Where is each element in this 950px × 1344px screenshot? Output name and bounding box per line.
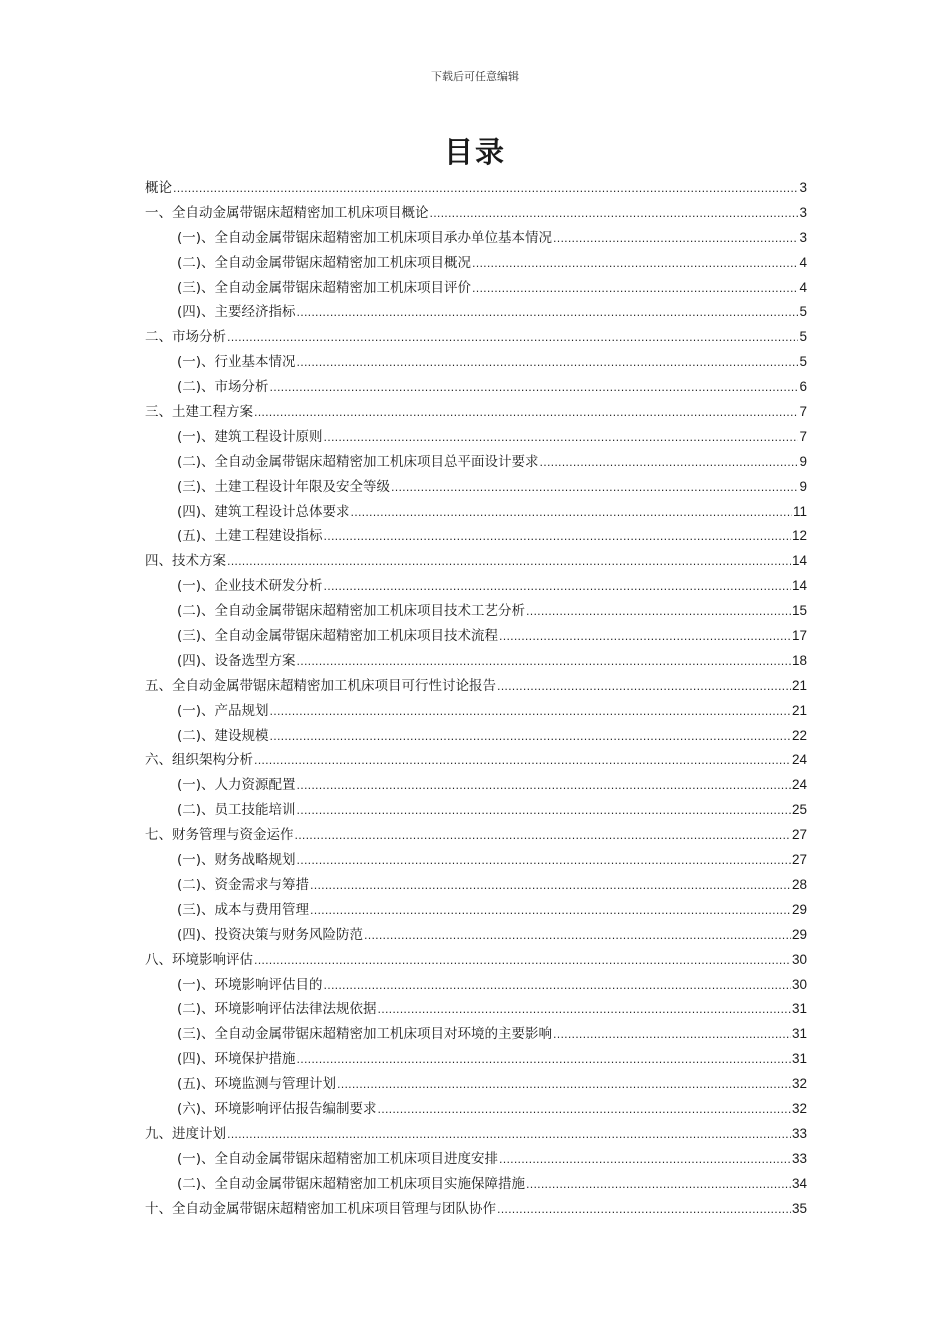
toc-entry-page-number: 5 xyxy=(799,304,807,320)
toc-entry-label: (二)、资金需求与筹措 xyxy=(177,876,310,893)
toc-entry-label: (一)、全自动金属带锯床超精密加工机床项目承办单位基本情况 xyxy=(177,229,553,246)
toc-entry-label: (二)、环境影响评估法律法规依据 xyxy=(177,1001,377,1018)
toc-entry-page-number: 3 xyxy=(799,180,807,195)
toc-dot-leader xyxy=(324,974,791,999)
toc-entry-page-number: 29 xyxy=(791,926,807,942)
toc-dot-leader xyxy=(295,824,791,849)
toc-entry[interactable] xyxy=(145,1147,807,1172)
toc-entry-label: (一)、企业技术研发分析 xyxy=(177,578,323,595)
toc-dot-leader xyxy=(310,874,791,899)
toc-dot-leader xyxy=(310,899,791,924)
toc-entry-label: (四)、投资决策与财务风险防范 xyxy=(177,926,364,943)
toc-dot-leader xyxy=(297,774,791,799)
toc-entry-page-number: 28 xyxy=(791,876,807,892)
toc-entry-label: 七、财务管理与资金运作 xyxy=(145,827,294,844)
toc-entry[interactable] xyxy=(145,325,807,350)
toc-entry-label: 八、环境影响评估 xyxy=(145,951,253,968)
toc-dot-leader xyxy=(270,725,791,750)
toc-dot-leader xyxy=(378,998,791,1023)
toc-entry[interactable] xyxy=(145,898,807,923)
toc-entry-label: (一)、建筑工程设计原则 xyxy=(177,428,323,445)
toc-dot-leader xyxy=(270,376,799,401)
toc-entry[interactable] xyxy=(145,400,807,425)
toc-dot-leader xyxy=(497,1198,791,1223)
toc-entry-label: (二)、全自动金属带锯床超精密加工机床项目技术工艺分析 xyxy=(177,603,526,620)
toc-entry[interactable] xyxy=(145,1172,807,1197)
toc-entry-page-number: 5 xyxy=(799,354,807,370)
toc-entry-label: 一、全自动金属带锯床超精密加工机床项目概论 xyxy=(145,204,429,221)
toc-entry-page-number: 25 xyxy=(791,802,807,818)
toc-entry-label: (五)、环境监测与管理计划 xyxy=(177,1076,337,1093)
toc-entry-label: (三)、全自动金属带锯床超精密加工机床项目对环境的主要影响 xyxy=(177,1026,553,1043)
toc-entry[interactable] xyxy=(145,873,807,898)
toc-entry-page-number: 24 xyxy=(791,752,807,768)
toc-entry-page-number: 18 xyxy=(791,652,807,668)
toc-entry-page-number: 32 xyxy=(791,1100,807,1116)
toc-entry-page-number: 3 xyxy=(799,204,807,220)
toc-entry-page-number: 29 xyxy=(791,901,807,917)
toc-entry-label: (一)、产品规划 xyxy=(177,702,269,719)
toc-entry-label: 四、技术方案 xyxy=(145,553,226,570)
toc-entry-page-number: 31 xyxy=(791,1001,807,1017)
toc-dot-leader xyxy=(270,700,791,725)
toc-entry[interactable] xyxy=(145,524,807,549)
header-note: 下载后可任意编辑 xyxy=(431,70,519,83)
toc-entry-page-number: 33 xyxy=(791,1150,807,1166)
toc-entry[interactable] xyxy=(145,923,807,948)
toc-entry-page-number: 5 xyxy=(799,329,807,345)
toc-entry-page-number: 32 xyxy=(791,1076,807,1092)
toc-dot-leader xyxy=(297,799,791,824)
toc-entry-label: 二、市场分析 xyxy=(145,329,226,346)
toc-dot-leader xyxy=(472,277,798,302)
toc-dot-leader xyxy=(364,924,791,949)
toc-entry-label: (二)、市场分析 xyxy=(177,379,269,396)
toc-dot-leader xyxy=(472,252,798,277)
toc-dot-leader xyxy=(324,575,791,600)
toc-entry-label: (二)、员工技能培训 xyxy=(177,802,296,819)
toc-entry-label: 三、土建工程方案 xyxy=(145,404,253,421)
toc-entry-page-number: 9 xyxy=(799,478,807,494)
toc-dot-leader xyxy=(227,550,791,575)
toc-entry[interactable] xyxy=(145,475,807,500)
toc-entry-label: (一)、人力资源配置 xyxy=(177,777,296,794)
toc-entry-label: 六、组织架构分析 xyxy=(145,752,253,769)
toc-entry-label: 五、全自动金属带锯床超精密加工机床项目可行性讨论报告 xyxy=(145,677,496,694)
toc-entry[interactable] xyxy=(145,1022,807,1047)
toc-entry[interactable] xyxy=(145,997,807,1022)
toc-entry-label: (三)、全自动金属带锯床超精密加工机床项目评价 xyxy=(177,279,472,296)
toc-entry[interactable] xyxy=(145,848,807,873)
toc-dot-leader xyxy=(499,625,791,650)
toc-entry-page-number: 3 xyxy=(799,229,807,245)
toc-entry[interactable] xyxy=(145,948,807,973)
toc-entry[interactable] xyxy=(145,350,807,375)
toc-entry-page-number: 15 xyxy=(791,603,807,619)
toc-entry[interactable] xyxy=(145,1047,807,1072)
toc-dot-leader xyxy=(254,949,791,974)
toc-entry[interactable] xyxy=(145,699,807,724)
toc-entry[interactable] xyxy=(145,1197,807,1222)
toc-entry[interactable] xyxy=(145,649,807,674)
toc-entry-label: (六)、环境影响评估报告编制要求 xyxy=(177,1100,377,1117)
toc-entry-label: (三)、全自动金属带锯床超精密加工机床项目技术流程 xyxy=(177,628,499,645)
toc-entry-page-number: 27 xyxy=(791,852,807,868)
toc-entry-label: 十、全自动金属带锯床超精密加工机床项目管理与团队协作 xyxy=(145,1200,496,1217)
toc-entry-label: (二)、全自动金属带锯床超精密加工机床项目概况 xyxy=(177,254,472,271)
toc-entry-page-number: 30 xyxy=(791,976,807,992)
toc-entry-label: (一)、环境影响评估目的 xyxy=(177,976,323,993)
toc-dot-leader xyxy=(351,501,792,526)
toc-entry[interactable] xyxy=(145,276,807,301)
toc-entry-label: (四)、建筑工程设计总体要求 xyxy=(177,503,350,520)
toc-entry-page-number: 31 xyxy=(791,1026,807,1042)
toc-entry-page-number: 12 xyxy=(791,528,807,544)
toc-entry-label: (一)、财务战略规划 xyxy=(177,852,296,869)
toc-entry-page-number: 7 xyxy=(799,428,807,444)
toc-entry-page-number: 27 xyxy=(791,827,807,843)
toc-entry-page-number: 4 xyxy=(799,254,807,270)
toc-entry-page-number: 34 xyxy=(791,1175,807,1191)
toc-entry-label: (二)、全自动金属带锯床超精密加工机床项目实施保障措施 xyxy=(177,1175,526,1192)
toc-entry-label: (一)、行业基本情况 xyxy=(177,354,296,371)
toc-dot-leader xyxy=(337,1073,791,1098)
toc-entry[interactable] xyxy=(145,798,807,823)
toc-entry-label: (二)、全自动金属带锯床超精密加工机床项目总平面设计要求 xyxy=(177,453,539,470)
toc-entry-page-number: 17 xyxy=(791,628,807,644)
toc-dot-leader xyxy=(378,1098,791,1123)
toc-entry-page-number: 35 xyxy=(791,1200,807,1216)
toc-entry[interactable] xyxy=(145,823,807,848)
toc-entry[interactable] xyxy=(145,375,807,400)
toc-dot-leader xyxy=(553,227,798,252)
toc-entry[interactable] xyxy=(145,973,807,998)
toc-entry[interactable] xyxy=(145,1072,807,1097)
toc-entry[interactable] xyxy=(145,1122,807,1147)
toc-dot-leader xyxy=(324,525,791,550)
toc-dot-leader xyxy=(297,301,799,326)
toc-entry[interactable] xyxy=(145,226,807,251)
toc-entry-label: 九、进度计划 xyxy=(145,1125,226,1142)
toc-dot-leader xyxy=(526,1173,791,1198)
toc-entry-page-number: 14 xyxy=(791,578,807,594)
toc-entry-page-number: 11 xyxy=(792,503,807,519)
toc-dot-leader xyxy=(324,426,799,451)
toc-dot-leader xyxy=(254,749,791,774)
toc-dot-leader xyxy=(297,849,791,874)
toc-entry[interactable] xyxy=(145,450,807,475)
toc-entry-page-number: 31 xyxy=(791,1051,807,1067)
toc-entry[interactable] xyxy=(145,674,807,699)
toc-entry-page-number: 14 xyxy=(791,553,807,569)
toc-entry[interactable] xyxy=(145,176,807,201)
toc-entry[interactable] xyxy=(145,724,807,749)
toc-entry-label: (四)、设备选型方案 xyxy=(177,652,296,669)
toc-entry-page-number: 21 xyxy=(791,702,807,718)
toc-entry-page-number: 4 xyxy=(799,279,807,295)
toc-dot-leader xyxy=(297,351,799,376)
toc-dot-leader xyxy=(553,1023,791,1048)
toc-dot-leader xyxy=(227,1123,791,1148)
toc-entry-label: (五)、土建工程建设指标 xyxy=(177,528,323,545)
toc-entry[interactable] xyxy=(145,1097,807,1122)
toc-dot-leader xyxy=(497,675,791,700)
toc-dot-leader xyxy=(499,1148,791,1173)
toc-entry-page-number: 22 xyxy=(791,727,807,743)
toc-entry-page-number: 30 xyxy=(791,951,807,967)
toc-entry[interactable] xyxy=(145,624,807,649)
toc-entry[interactable] xyxy=(145,425,807,450)
toc-entry-page-number: 6 xyxy=(799,379,807,395)
toc-entry-page-number: 24 xyxy=(791,777,807,793)
toc-entry-page-number: 33 xyxy=(791,1125,807,1141)
toc-entry-label: (四)、主要经济指标 xyxy=(177,304,296,321)
toc-entry[interactable] xyxy=(145,599,807,624)
toc-entry-label: (三)、土建工程设计年限及安全等级 xyxy=(177,478,391,495)
toc-entry[interactable] xyxy=(145,748,807,773)
toc-entry[interactable] xyxy=(145,300,807,325)
toc-dot-leader xyxy=(526,600,791,625)
toc-entry[interactable] xyxy=(145,549,807,574)
toc-entry-label: (三)、成本与费用管理 xyxy=(177,901,310,918)
toc-entry-label: (二)、建设规模 xyxy=(177,727,269,744)
toc-entry-page-number: 9 xyxy=(799,453,807,469)
toc-dot-leader xyxy=(430,202,799,227)
toc-dot-leader xyxy=(540,451,799,476)
toc-entry-label: (四)、环境保护措施 xyxy=(177,1051,296,1068)
toc-entry[interactable] xyxy=(145,201,807,226)
toc-entry[interactable] xyxy=(145,574,807,599)
toc-dot-leader xyxy=(173,177,798,202)
toc-dot-leader xyxy=(391,476,798,501)
toc-entry[interactable] xyxy=(145,251,807,276)
toc-entry-page-number: 21 xyxy=(791,677,807,693)
toc-dot-leader xyxy=(254,401,798,426)
toc-entry[interactable] xyxy=(145,773,807,798)
toc-entry-label: (一)、全自动金属带锯床超精密加工机床项目进度安排 xyxy=(177,1150,499,1167)
toc-entry-page-number: 7 xyxy=(799,404,807,420)
toc-dot-leader xyxy=(297,650,791,675)
page-title: 目录 xyxy=(443,135,506,169)
table-of-contents xyxy=(145,176,807,1221)
toc-entry[interactable] xyxy=(145,500,807,525)
toc-dot-leader xyxy=(297,1048,791,1073)
toc-dot-leader xyxy=(227,326,798,351)
toc-entry-label: 概论 xyxy=(145,180,172,196)
